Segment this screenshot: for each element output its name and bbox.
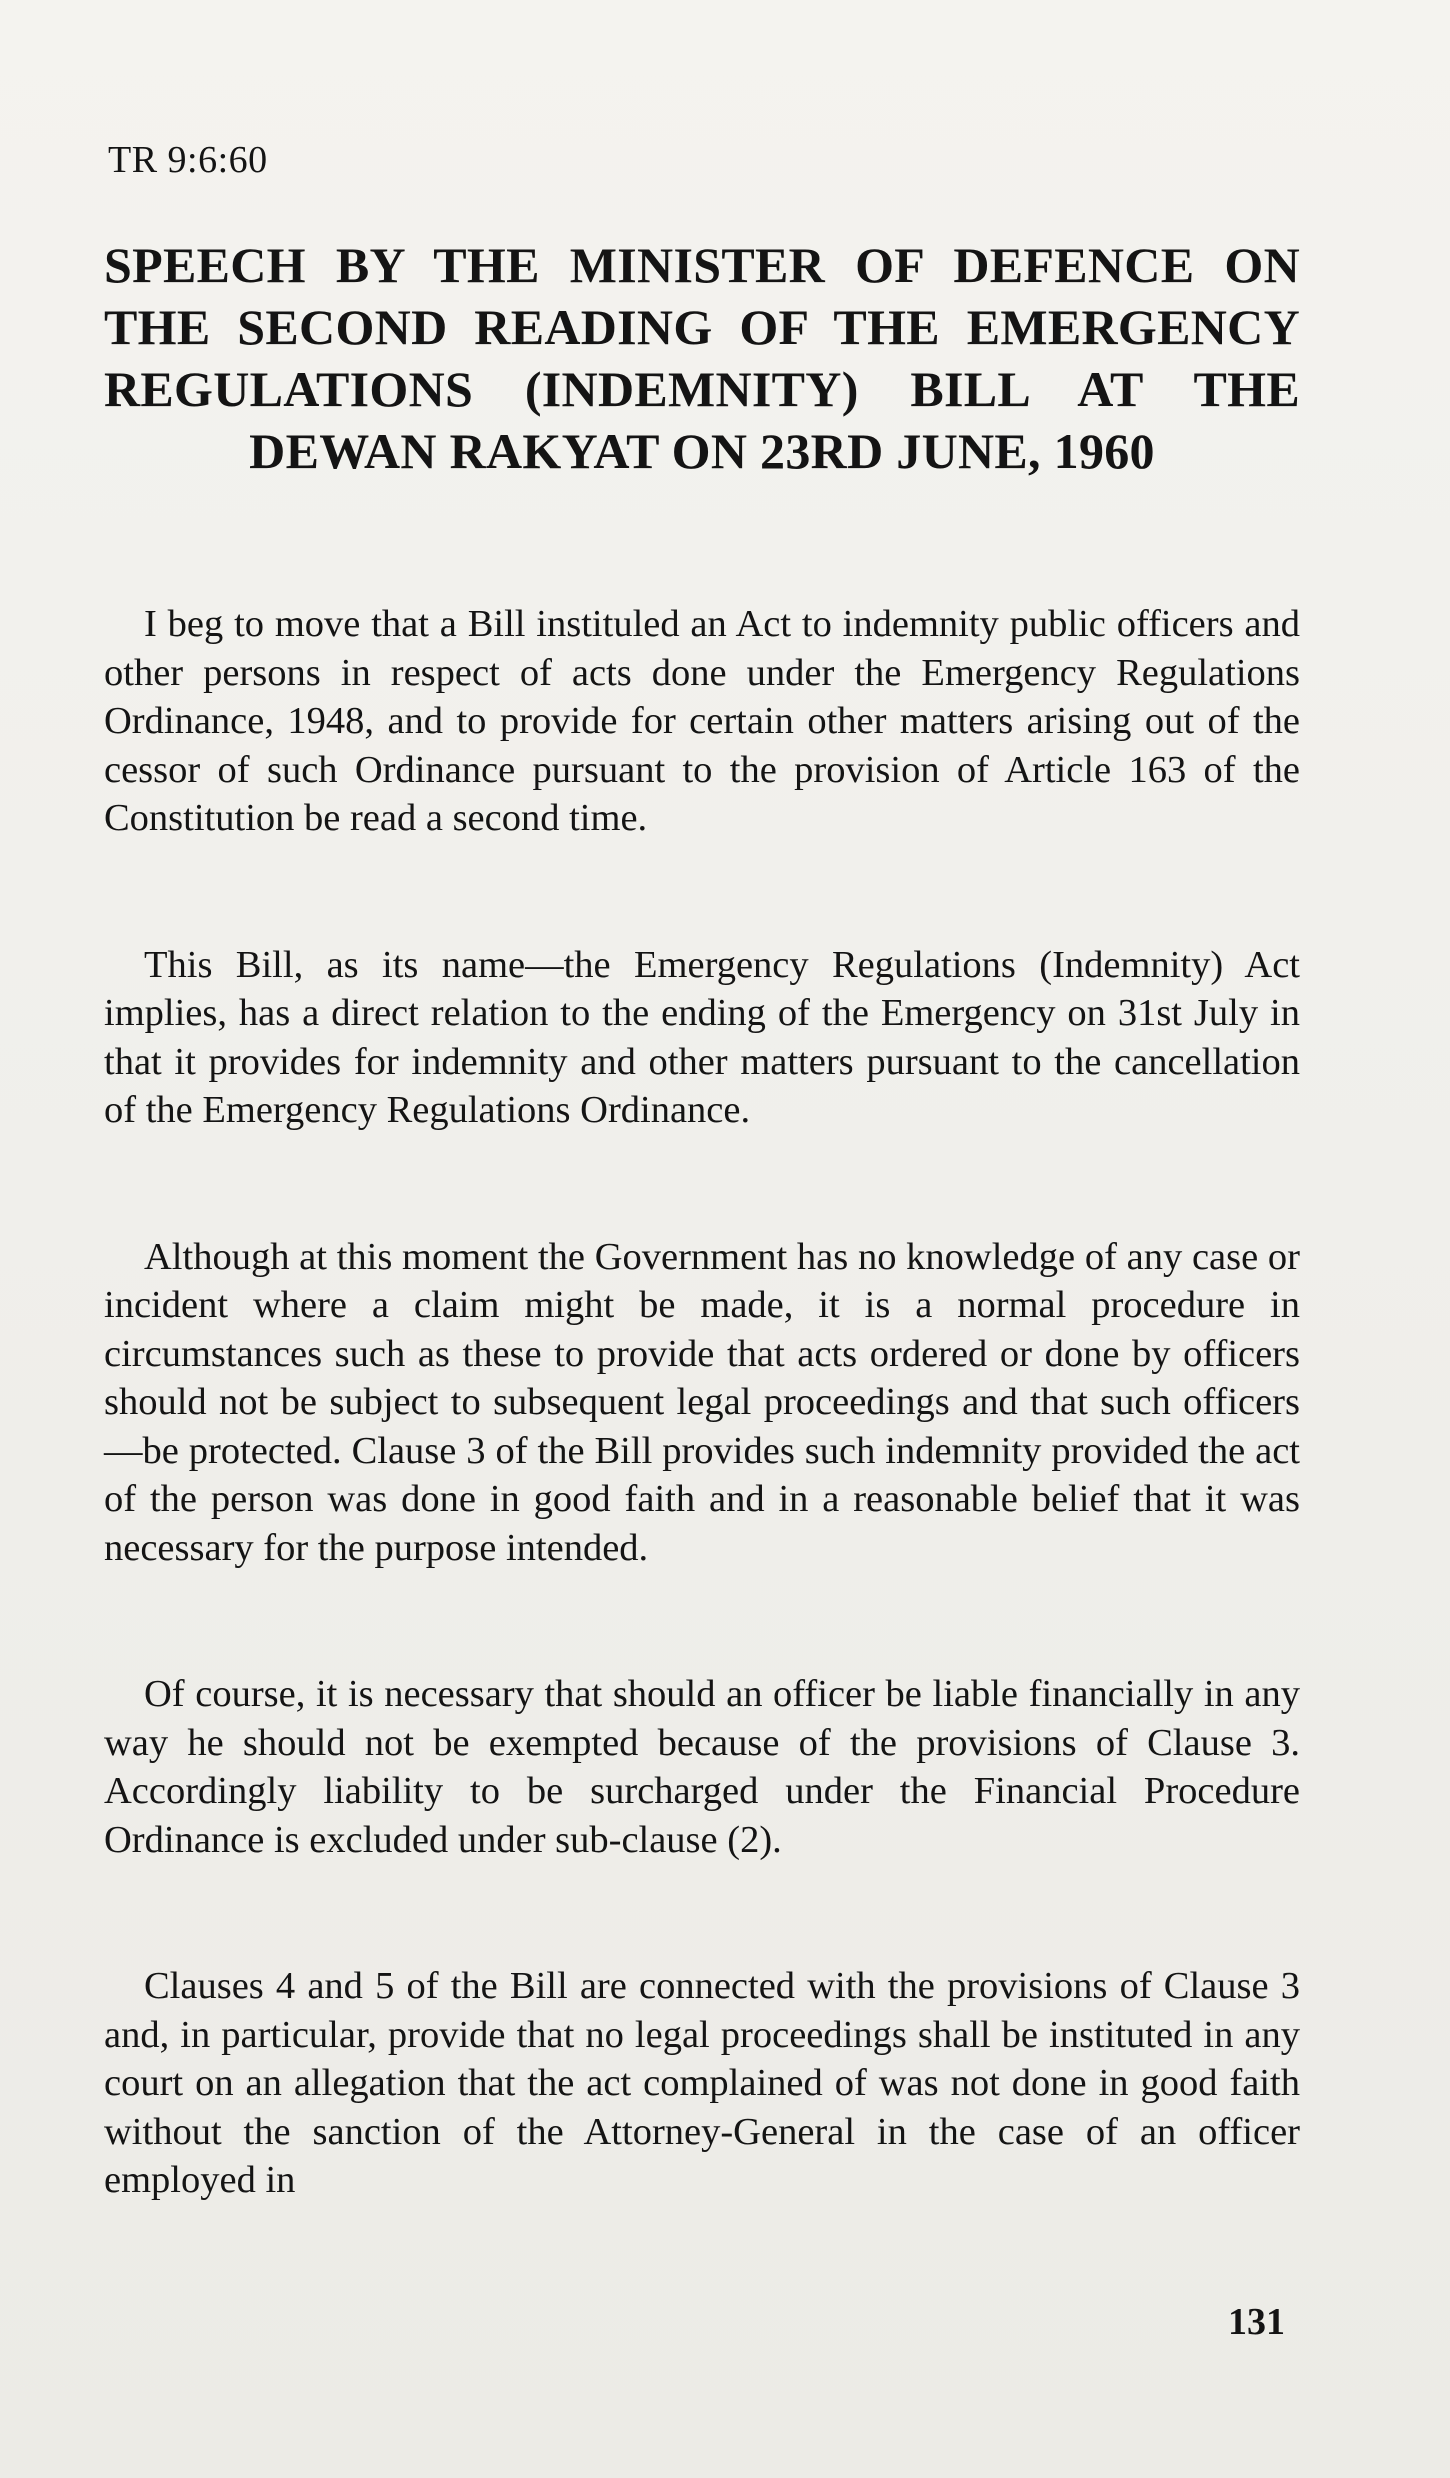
- document-reference: TR 9:6:60: [108, 139, 268, 181]
- paragraph-motion: I beg to move that a Bill instituled an Act to indemnity public officers and other persons in respect of acts done under the Emergency Regulations Ordinance, 1948, and to provide for certain other matters arising out of the cessor of such Ordinance pursuant to the provision of Article 163 of the Constitution be read a second time.: [104, 603, 1300, 839]
- speech-title: SPEECH BY THE MINISTER OF DEFENCE ON THE SECOND READING OF THE EMERGENCY REGULATIONS (INDEMNITY) BILL AT THE DEWAN RAKYAT ON 23RD JUNE, 1960: [104, 237, 1300, 479]
- speech-body: [104, 600, 1300, 2303]
- paragraph-financial-liability: Of course, it is necessary that should an officer be liable financially in any way he should not be exempted because of the provisions of Clause 3. Accordingly liability to be surcharged under the Financial Procedure Ordinance is excluded under sub-clause (2).: [104, 1673, 1300, 1861]
- paragraph-indemnity: Although at this moment the Government has no knowledge of any case or incident where a claim might be made, it is a normal procedure in circumstances such as these to provide that acts ordered or done by officers should not be subject to subsequent legal proceedings and that such officers—be protected. Clause 3 of the Bill provides such indemnity provided the act of the person was done in good faith and in a reasonable belief that it was necessary for the purpose intended.: [104, 1235, 1300, 1569]
- page-number: 131: [1228, 2301, 1285, 2343]
- paragraph-legal-proceedings: Clauses 4 and 5 of the Bill are connected with the provisions of Clause 3 and, in particular, provide that no legal proceedings shall be instituted in any court on an allegation that the act complained of was not done in good faith without the sanction of the Attorney-General in the case of an officer employed in: [104, 1965, 1300, 2201]
- paragraph-bill-purpose: This Bill, as its name—the Emergency Regulations (Indemnity) Act implies, has a direct relation to the ending of the Emergency on 31st July in that it provides for indemnity and other matters pursuant to the cancellation of the Emergency Regulations Ordinance.: [104, 943, 1300, 1131]
